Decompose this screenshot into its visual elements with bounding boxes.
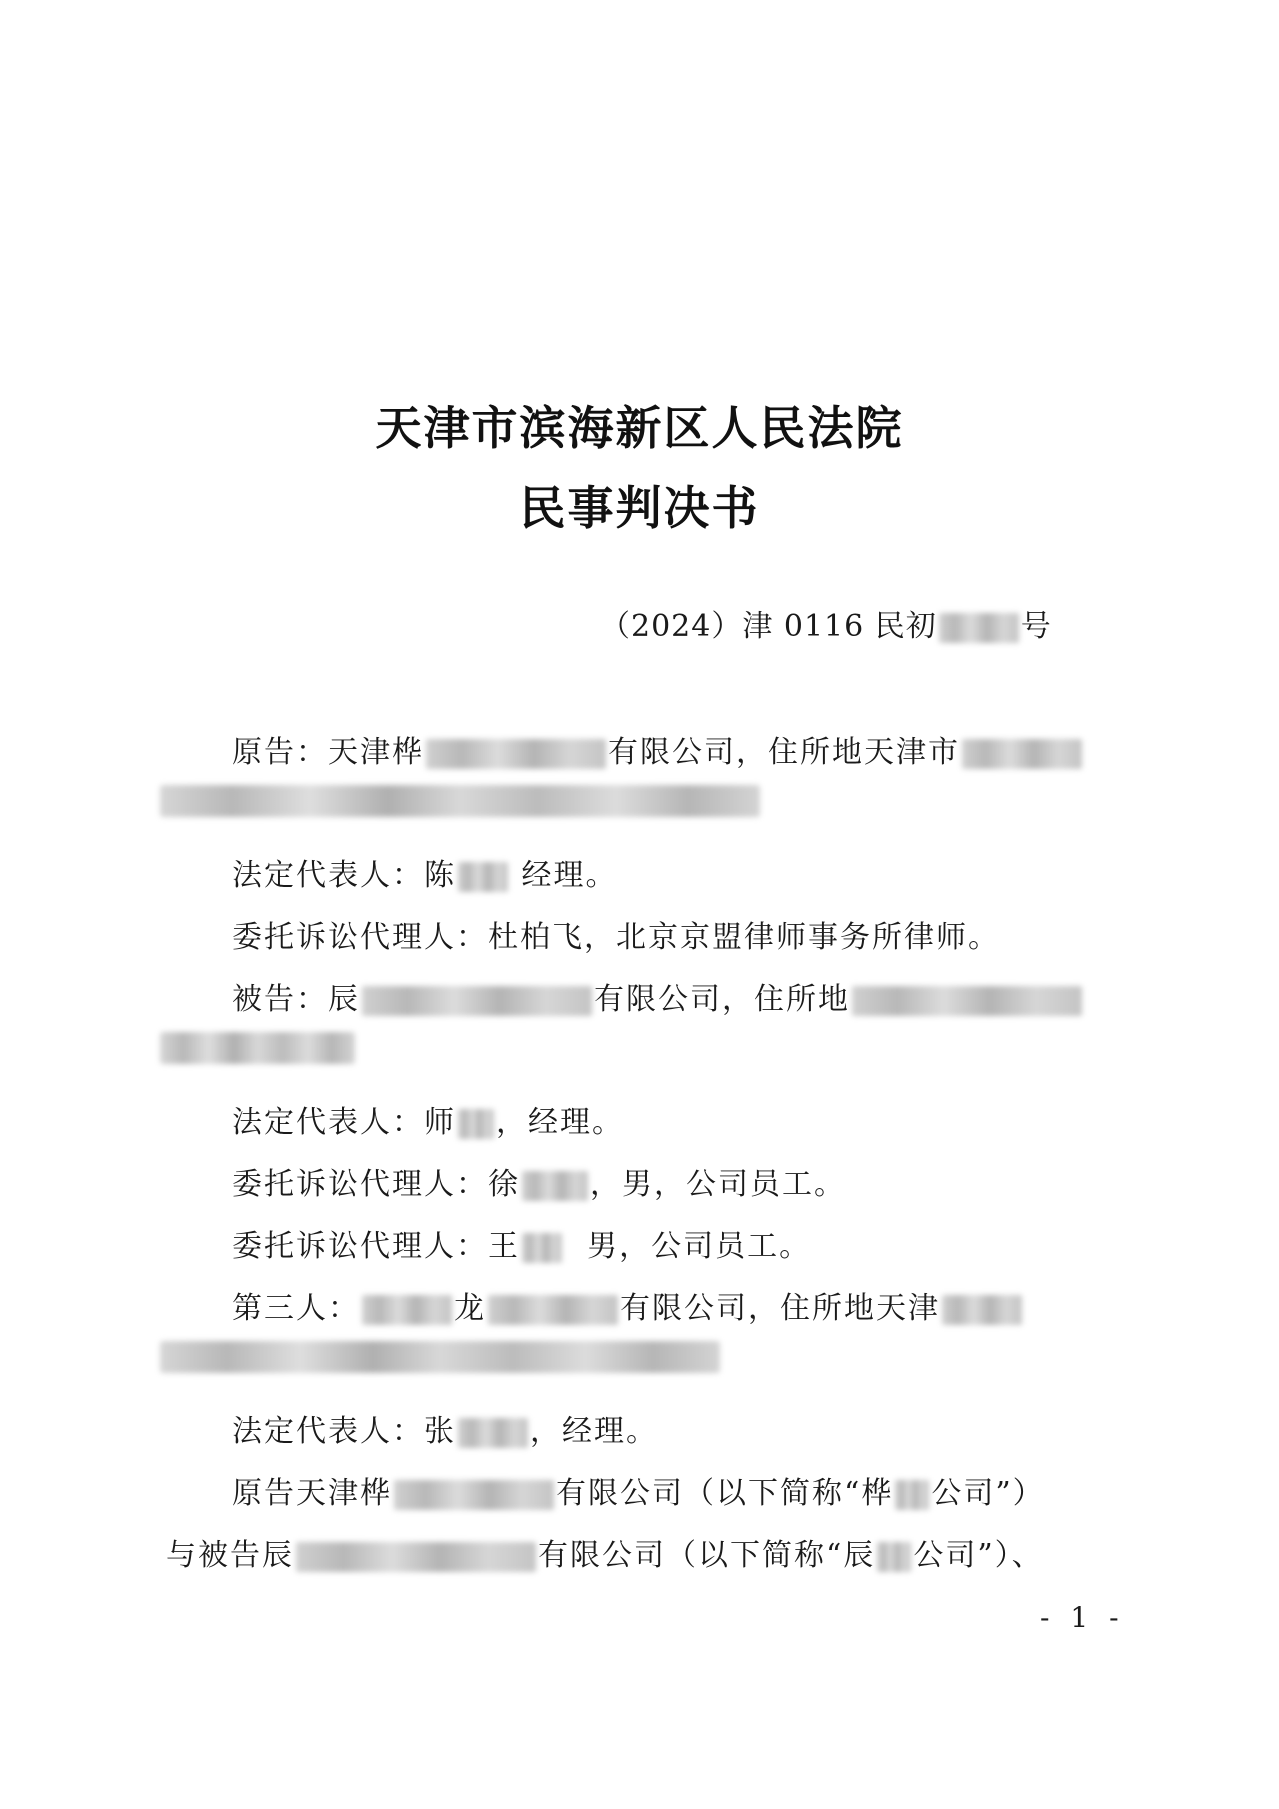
body-p1-c: 公司”） — [931, 1476, 1045, 1511]
plaintiff-label: 原告： — [232, 735, 328, 770]
defendant-agent1-line — [232, 1159, 846, 1203]
third-party-label: 第三人： — [232, 1291, 360, 1326]
page-number: - 1 - — [1040, 1601, 1125, 1634]
redacted-defendant-agent2-name — [522, 1233, 562, 1263]
third-rep-line — [232, 1406, 658, 1450]
defendant-rep-line — [232, 1097, 624, 1141]
case-number-suffix: 号 — [1020, 609, 1052, 644]
defendant-rep-title: ，经理。 — [496, 1105, 624, 1140]
redacted-body-plaintiff-short — [895, 1480, 929, 1510]
plaintiff-agent-line: 委托诉讼代理人：杜柏飞，北京京盟律师事务所律师。 — [232, 920, 1000, 955]
body-line-1 — [232, 1468, 1045, 1512]
third-party-mid: 龙 — [454, 1291, 486, 1326]
body-p1-a: 原告天津桦 — [232, 1476, 392, 1511]
body-p2-b: 有限公司（以下简称“辰 — [538, 1538, 876, 1573]
defendant-agent2-line — [232, 1221, 811, 1265]
body-p2-c: 公司”）、 — [913, 1538, 1044, 1573]
redacted-defendant-address-line — [160, 1032, 355, 1064]
defendant-agent2-end: 男，公司员工。 — [587, 1229, 812, 1264]
redacted-third-party-name-2 — [488, 1295, 618, 1325]
redacted-body-plaintiff-name — [394, 1480, 554, 1510]
redacted-defendant-name — [362, 986, 592, 1016]
case-number — [600, 601, 1052, 645]
redacted-plaintiff-address — [962, 739, 1082, 769]
defendant-agent1-start: 委托诉讼代理人：徐 — [232, 1167, 520, 1202]
redacted-plaintiff-name — [426, 739, 606, 769]
body-p2-a: 与被告辰 — [166, 1538, 294, 1573]
defendant-agent2-start: 委托诉讼代理人：王 — [232, 1229, 520, 1264]
defendant-rep: 法定代表人：师 — [232, 1105, 456, 1140]
redacted-plaintiff-address-line — [160, 785, 760, 817]
redacted-body-defendant-short — [877, 1542, 911, 1572]
plaintiff-rep-line — [232, 850, 618, 894]
redacted-defendant-agent1-name — [522, 1171, 588, 1201]
plaintiff-name-end: 有限公司，住所地天津市 — [608, 735, 960, 770]
document-type: 民事判决书 — [519, 481, 760, 535]
body-p1-b: 有限公司（以下简称“桦 — [556, 1476, 894, 1511]
third-rep: 法定代表人：张 — [232, 1414, 456, 1449]
defendant-label: 被告： — [232, 982, 328, 1017]
redacted-body-defendant-name — [296, 1542, 536, 1572]
court-name: 天津市滨海新区人民法院 — [375, 401, 904, 455]
redacted-third-party-address-line — [160, 1341, 720, 1373]
third-party-line — [232, 1283, 1024, 1327]
redacted-third-party-name-1 — [362, 1295, 452, 1325]
third-rep-title: ，经理。 — [530, 1414, 658, 1449]
defendant-name-end: 有限公司，住所地 — [594, 982, 850, 1017]
case-number-prefix: （2024）津 0116 民初 — [600, 609, 937, 644]
redacted-third-party-address — [942, 1295, 1022, 1325]
body-line-2 — [166, 1530, 1044, 1574]
defendant-agent1-end: ，男，公司员工。 — [590, 1167, 846, 1202]
plaintiff-name-start: 天津桦 — [328, 735, 424, 770]
redacted-case-number — [939, 613, 1019, 643]
third-party-end: 有限公司，住所地天津 — [620, 1291, 940, 1326]
redacted-defendant-address — [852, 986, 1082, 1016]
redacted-plaintiff-rep-name — [458, 862, 508, 892]
redacted-third-rep-name — [458, 1418, 528, 1448]
plaintiff-rep-title: 经理。 — [521, 858, 618, 893]
defendant-name-start: 辰 — [328, 982, 360, 1017]
plaintiff-line — [232, 727, 1084, 771]
redacted-defendant-rep-name — [458, 1109, 494, 1139]
defendant-line — [232, 974, 1084, 1018]
plaintiff-rep: 法定代表人：陈 — [232, 858, 456, 893]
